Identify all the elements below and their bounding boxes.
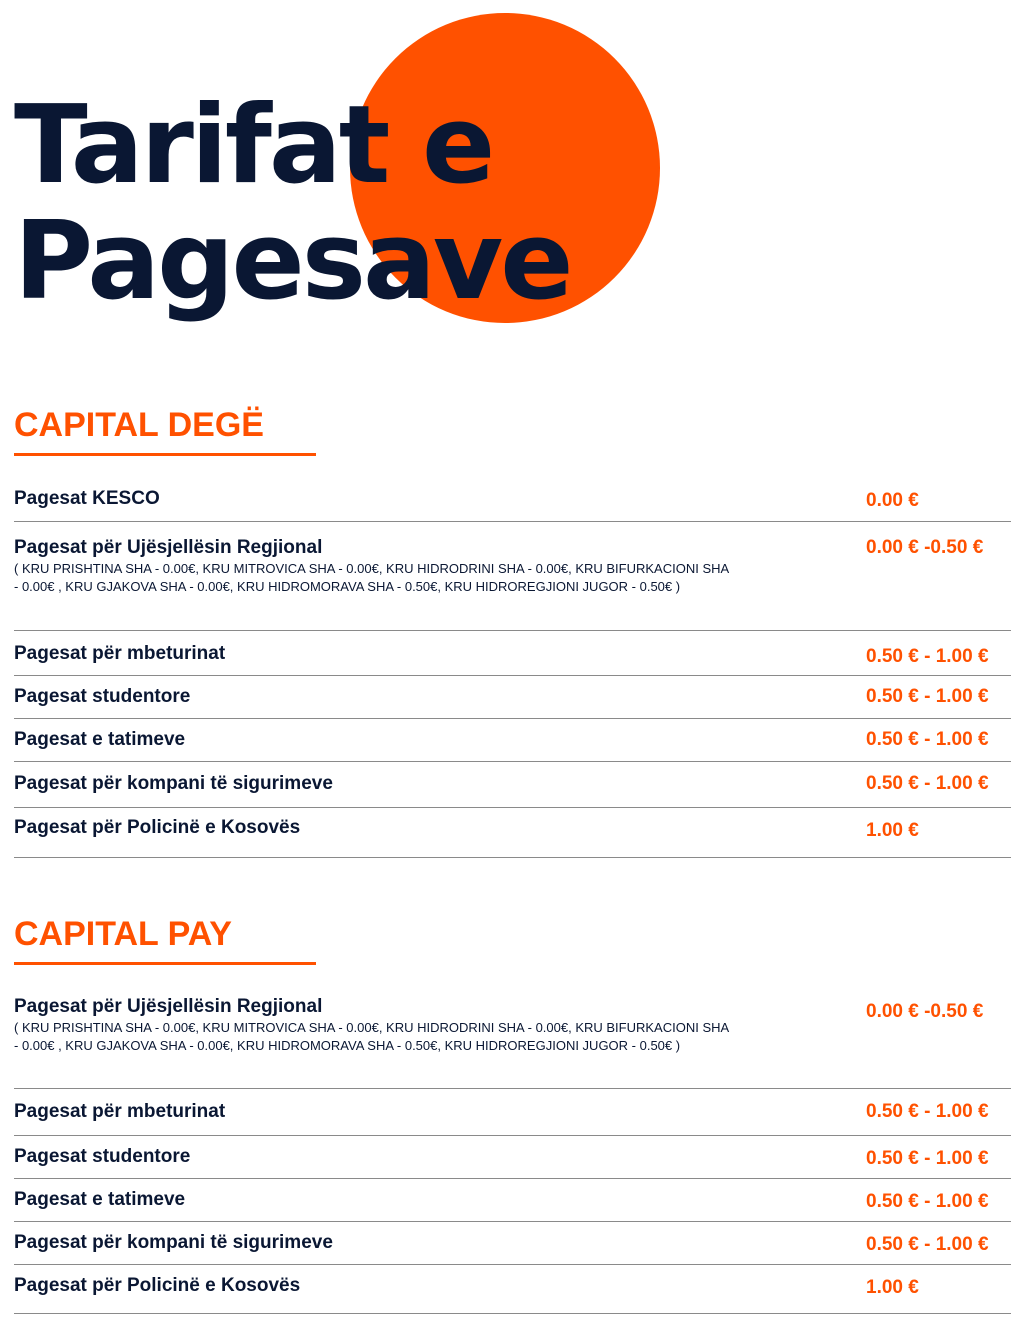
tariff-price: 0.50 € - 1.00 € xyxy=(866,1101,989,1122)
tariff-label: Pagesat studentore xyxy=(14,686,191,707)
section-underline xyxy=(14,453,316,456)
tariff-price: 0.50 € - 1.00 € xyxy=(866,1234,989,1255)
section-heading: CAPITAL DEGË xyxy=(14,406,264,444)
tariff-label: Pagesat e tatimeve xyxy=(14,1189,186,1210)
tariff-row xyxy=(14,762,1011,808)
page-title xyxy=(14,83,571,324)
tariff-label: Pagesat për Ujësjellësin Regjional xyxy=(14,537,323,558)
tariff-label: Pagesat për Policinë e Kosovës xyxy=(14,817,301,838)
tariff-price: 0.50 € - 1.00 € xyxy=(866,1191,989,1212)
tariff-row xyxy=(14,1222,1011,1265)
tariff-price: 0.00 € -0.50 € xyxy=(866,537,984,558)
tariff-price: 0.50 € - 1.00 € xyxy=(866,1148,989,1169)
tariff-price: 0.50 € - 1.00 € xyxy=(866,773,989,794)
section-underline xyxy=(14,962,316,965)
tariff-price: 0.50 € - 1.00 € xyxy=(866,686,989,707)
section-capital-pay xyxy=(14,914,1011,1314)
tariff-row xyxy=(14,719,1011,762)
tariff-label: Pagesat KESCO xyxy=(14,488,160,509)
tariff-label: Pagesat për mbeturinat xyxy=(14,1101,226,1122)
tariff-row xyxy=(14,631,1011,676)
tariff-row xyxy=(14,1179,1011,1222)
tariff-label: Pagesat për kompani të sigurimeve xyxy=(14,773,333,794)
tariff-row xyxy=(14,981,1011,1089)
tariff-price: 0.00 € xyxy=(866,490,919,511)
tariff-note: ( KRU PRISHTINA SHA - 0.00€, KRU MITROVICA SHA - 0.00€, KRU HIDRODRINI SHA - 0.00€, KRU BIFURKACIONI SHA - 0.00€ , KRU GJAKOVA SHA - 0.00€, KRU HIDROMORAVA SHA - 0.50€, KRU HIDROREGJIONI JUGOR - 0.50€ ) xyxy=(14,561,729,594)
tariff-label: Pagesat për mbeturinat xyxy=(14,643,226,664)
tariff-label: Pagesat studentore xyxy=(14,1146,191,1167)
tariff-row xyxy=(14,472,1011,522)
tariff-note: ( KRU PRISHTINA SHA - 0.00€, KRU MITROVICA SHA - 0.00€, KRU HIDRODRINI SHA - 0.00€, KRU BIFURKACIONI SHA - 0.00€ , KRU GJAKOVA SHA - 0.00€, KRU HIDROMORAVA SHA - 0.50€, KRU HIDROREGJIONI JUGOR - 0.50€ ) xyxy=(14,1020,729,1053)
tariff-price: 1.00 € xyxy=(866,820,919,841)
page-title-line-2: Pagesave xyxy=(14,199,571,324)
tariff-label: Pagesat për kompani të sigurimeve xyxy=(14,1232,333,1253)
tariff-row xyxy=(14,676,1011,719)
tariff-row xyxy=(14,1089,1011,1136)
tariff-price: 1.00 € xyxy=(866,1277,919,1298)
tariff-price: 0.50 € - 1.00 € xyxy=(866,646,989,667)
tariff-label: Pagesat për Ujësjellësin Regjional xyxy=(14,996,323,1017)
tariff-row xyxy=(14,808,1011,858)
section-capital-dege xyxy=(14,405,1011,858)
tariff-row xyxy=(14,522,1011,631)
tariff-label: Pagesat e tatimeve xyxy=(14,729,186,750)
page-title-line-1: Tarifat e xyxy=(14,83,493,208)
tariff-row xyxy=(14,1265,1011,1314)
section-heading: CAPITAL PAY xyxy=(14,915,232,953)
tariff-list xyxy=(14,472,1011,858)
tariff-row xyxy=(14,1136,1011,1179)
tariff-label: Pagesat për Policinë e Kosovës xyxy=(14,1275,301,1296)
tariff-price: 0.50 € - 1.00 € xyxy=(866,729,989,750)
tariff-price: 0.00 € -0.50 € xyxy=(866,1001,984,1022)
tariff-list xyxy=(14,981,1011,1314)
